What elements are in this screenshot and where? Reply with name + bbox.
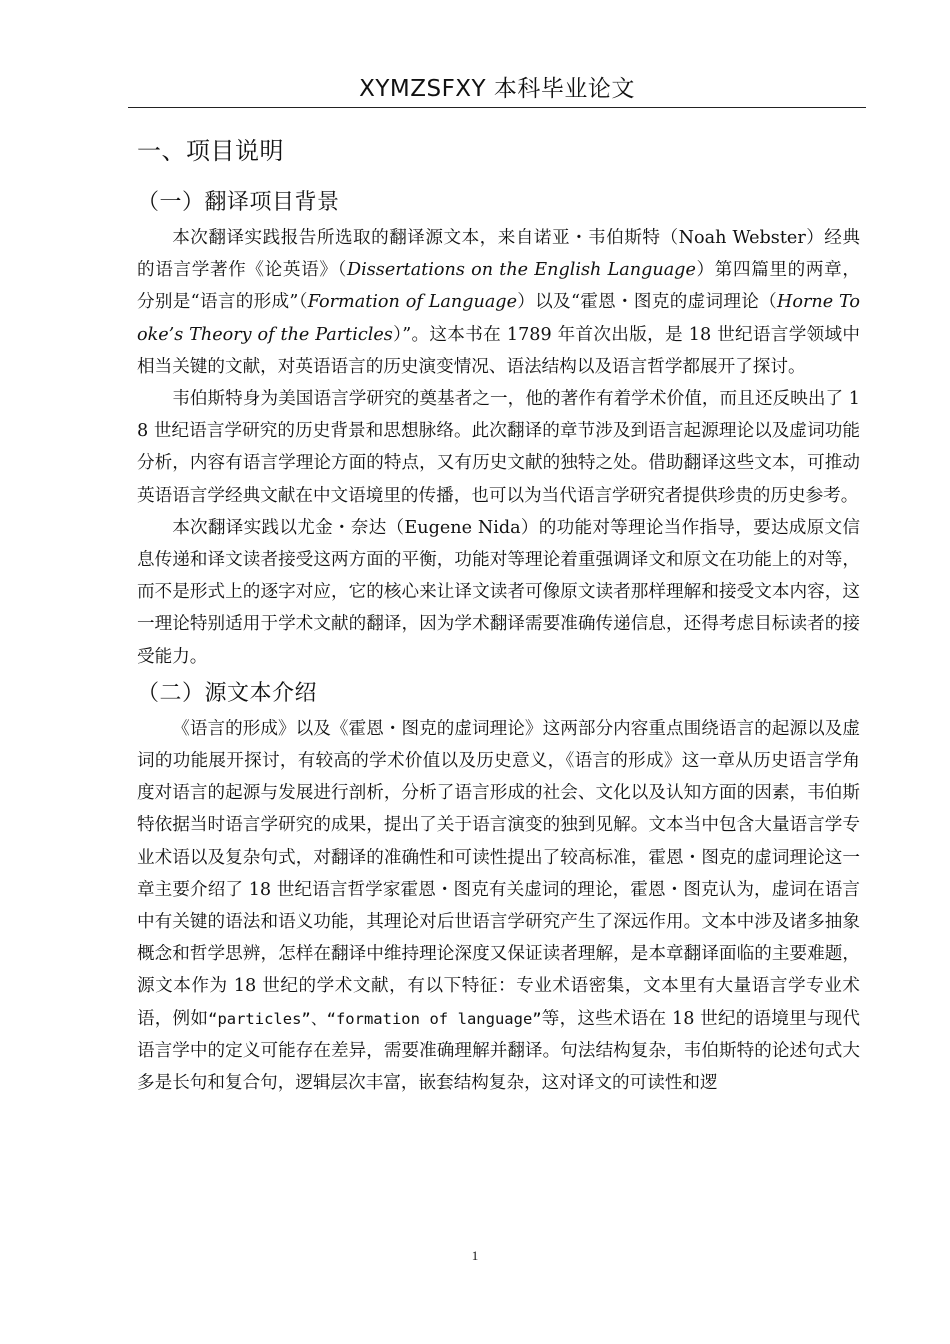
chapter-title-italic: Formation of Language [307, 292, 517, 313]
paragraph-source-text-origin [137, 222, 860, 383]
subsection-heading-background: （一）翻译项目背景 [137, 190, 340, 215]
paragraph-functional-equivalence: 本次翻译实践以尤金・奈达（Eugene Nida）的功能对等理论当作指导，要达成原文信息传递和译文读者接受这两方面的平衡，功能对等理论着重强调译文和原文在功能上的对等，而不是形式上的逐字对应，它的核心来让译文读者可像原文读者那样理解和接受文本内容，这一理论特别适用于学术文献的翻译，因为学术翻译需要准确传递信息，还得考虑目标读者的接受能力。 [137, 517, 860, 667]
text-run: 本次翻译实践报告所选取的翻译源文本，来自诺亚・韦伯斯特（Noah Webster）经典的语言学著作《论英语》（ [137, 228, 860, 281]
header-divider [128, 107, 866, 108]
section-heading: 一、项目说明 [137, 137, 284, 165]
chapter-title-italic: Horne Tooke’s Theory of the Particles [137, 292, 860, 345]
book-title-italic: Dissertations on the English Language [347, 260, 696, 281]
subsection-heading-source-intro: （二）源文本介绍 [137, 680, 318, 706]
running-header-title: XYMZSFXY 本科毕业论文 [359, 76, 635, 102]
text-run: 《语言的形成》以及《霍恩・图克的虚词理论》这两部分内容重点围绕语言的起源以及虚词的功能展开探讨，有较高的学术价值以及历史意义，《语言的形成》这一章从历史语言学角度对语言的起源与发展进行剖析，分析了语言形成的社会、文化以及认知方面的因素，韦伯斯特依据当时语言学研究的成果，提出了关于语言演变的独到见解。文本当中包含大量语言学专业术语以及复杂句式，对翻译的准确性和可读性提出了较高标准，霍恩・图克的虚词理论这一章主要介绍了 18 世纪语言哲学家霍恩・图克有关虚词的理论，霍恩・图克认为，虚词在语言中有关键的语法和语义功能，其理论对后世语言学研究产生了深远作用。文本中涉及诸多抽象概念和哲学思辨，怎样在翻译中维持理论深度又保证读者理解，是本章翻译面临的主要难题，源文本作为 18 世纪的学术文献，有以下特征：专业术语密集，文本里有大量语言学专业术语，例如 [137, 718, 860, 1029]
term-examples: “particles”、“formation of language” [208, 1009, 542, 1028]
text-run: 等，这些术语在 18 世纪的语境里与现代语言学中的定义可能存在差异，需要准确理解并翻译。句法结构复杂，韦伯斯特的论述句式大多是长句和复合句，逻辑层次丰富，嵌套结构复杂，这对译文的可读性和逻 [137, 1008, 860, 1094]
page-number: 1 [471, 1248, 479, 1263]
paragraph-webster-significance: 韦伯斯特身为美国语言学研究的奠基者之一，他的著作有着学术价值，而且还反映出了 18 世纪语言学研究的历史背景和思想脉络。此次翻译的章节涉及到语言起源理论以及虚词功能分析，内容有语言学理论方面的特点，又有历史文献的独特之处。借助翻译这些文本，可推动英语语言学经典文献在中文语境里的传播，也可以为当代语言学研究者提供珍贵的历史参考。 [137, 389, 860, 506]
text-run: ）”。这本书在 1789 年首次出版，是 18 世纪语言学领域中相当关键的文献，对英语语言的历史演变情况、语法结构以及语言哲学都展开了探讨。 [137, 324, 860, 377]
paragraph-source-text-description [137, 713, 860, 1099]
text-run: ）以及“霍恩・图克的虚词理论（ [516, 292, 778, 313]
page-body [137, 128, 860, 1099]
text-run: ）第四篇里的两章，分别是“语言的形成”（ [137, 260, 860, 313]
